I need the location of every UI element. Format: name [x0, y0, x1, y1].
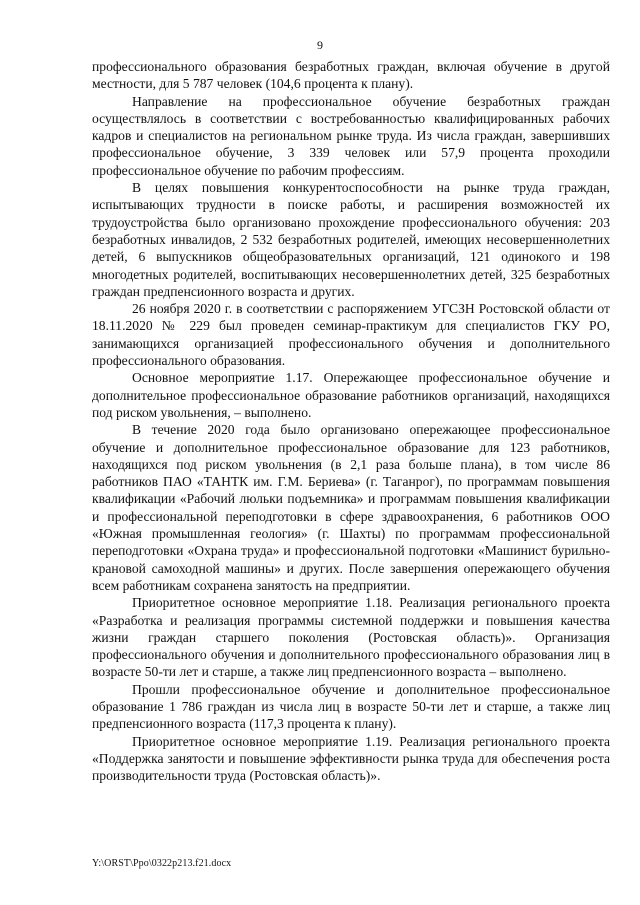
paragraph-training-direction: Направление на профессиональное обучение безработных граждан осуществлялось в соответствии с востребованностью квалифицированных рабочих кадров и специалистов на региональном рынке труда. Из числа граждан, завершивших профессиональное обучение, 3 339 человек или 57,9 процента проходили профессиональное обучение по рабочим профессиям. [92, 93, 610, 178]
document-body [92, 58, 610, 784]
paragraph-measure-1-18: Приоритетное основное мероприятие 1.18. Реализация регионального проекта «Разработка и реализация программы системной поддержки и повышения качества жизни граждан старшего поколения (Ростовская область)». Организация профессионального обучения и дополнительного профессионального образования лиц в возрасте 50-ти лет и старше, а также лиц предпенсионного возраста – выполнено. [92, 595, 610, 680]
paragraph-measure-1-17: Основное мероприятие 1.17. Опережающее профессиональное обучение и дополнительное профессиональное образование работников организаций, находящихся под риском увольнения, – выполнено. [92, 370, 610, 420]
paragraph-continuation: профессионального образования безработных граждан, включая обучение в другой местности, для 5 787 человек (104,6 процента к плану). [92, 59, 610, 92]
page-number: 9 [317, 38, 323, 52]
paragraph-older-citizens: Прошли профессиональное обучение и дополнительное профессиональное образование 1 786 граждан из числа лиц в возрасте 50-ти лет и старше, а также лиц предпенсионного возраста (117,3 процента к плану). [92, 681, 610, 732]
paragraph-seminar: 26 ноября 2020 г. в соответствии с распоряжением УГСЗН Ростовской области от 18.11.2020 № 229 был проведен семинар-практикум для специалистов ГКУ РО, занимающихся организацией профессионального обучения и дополнительного профессионального образования. [92, 301, 610, 369]
footer-file-path: Y:\ORST\Ppo\0322p213.f21.docx [92, 858, 232, 869]
paragraph-competitiveness: В целях повышения конкурентоспособности на рынке труда граждан, испытывающих трудности в поиске работы, и расширения возможностей их трудоустройства было организовано прохождение профессионального обучения: 203 безработных инвалидов, 2 532 безработных родителей, имеющих несовершеннолетних детей, 6 выпускников общеобразовательных организаций, 121 одинокого и 198 многодетных родителей, воспитывающих несовершеннолетних детей, 325 безработных граждан предпенсионного возраста и других. [92, 180, 610, 299]
paragraph-measure-1-19: Приоритетное основное мероприятие 1.19. Реализация регионального проекта «Поддержка занятости и повышение эффективности рынка труда для обеспечения роста производительности труда (Ростовская область)». [92, 733, 610, 784]
paragraph-advance-training: В течение 2020 года было организовано опережающее профессиональное обучение и дополнительное профессиональное образование для 123 работников, находящихся под риском увольнения (в 2,1 раза больше плана), в том числе 86 работников ПАО «ТАНТК им. Г.М. Бериева» (г. Таганрог), по программам повышения квалификации «Рабочий люльки подъемника» и программам повышения квалификации и профессиональной переподготовки в сфере здравоохранения, 6 работников ООО «Южная промышленная геология» (г. Шахты) по программам профессиональной переподготовки «Охрана труда» и профессиональной подготовки «Машинист бурильно-крановой самоходной машины» и других. После завершения опережающего обучения всем работникам сохранена занятость на предприятии. [92, 422, 610, 593]
